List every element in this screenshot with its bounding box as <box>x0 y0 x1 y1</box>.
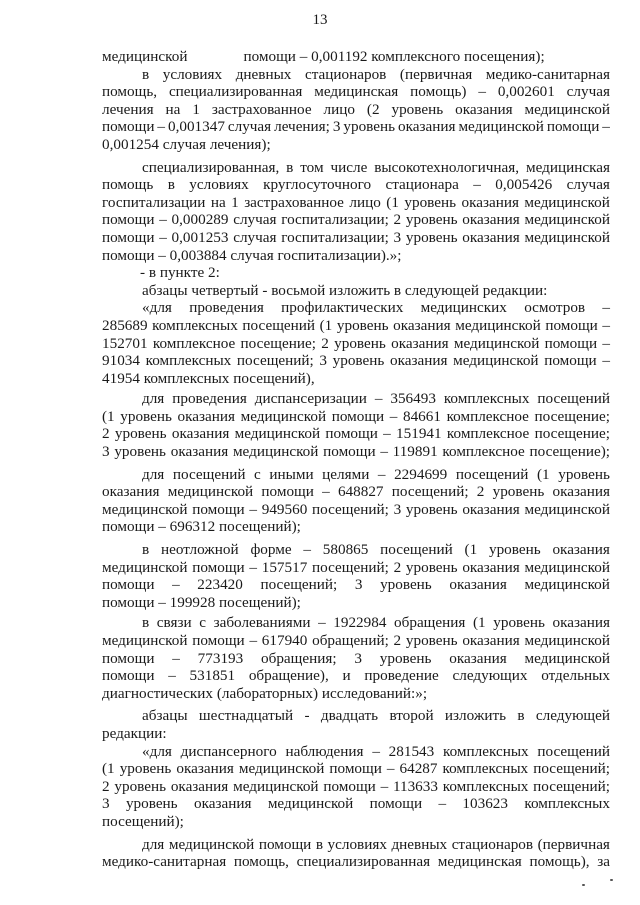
line-text: - в пункте 2: <box>140 264 220 282</box>
line-text: редакции: <box>102 724 167 742</box>
text-line: 91034 комплексных посещений; 3 уровень оказания медицинской помощи – <box>102 352 610 370</box>
line-text: медицинской помощи – 0,001192 комплексного посещения); <box>102 48 545 65</box>
line-text: помощи – 0,003884 случая госпитализации).»; <box>102 246 402 264</box>
text-line: лечения на 1 застрахованное лицо (2 уровень оказания медицинской <box>102 100 610 118</box>
text-line: помощь, специализированная медицинская помощь) – 0,002601 случая <box>102 83 610 101</box>
text-line: для медицинской помощи в условиях дневных стационаров (первичная <box>142 835 610 853</box>
text-line: помощи – 0,001253 случая госпитализации; 3 уровень оказания медицинской <box>102 228 610 246</box>
line-text: помощи – 696312 посещений); <box>102 518 301 536</box>
page-number: 13 <box>312 12 328 28</box>
text-line: помощи – 773193 обращения; 3 уровень оказания медицинской <box>102 649 610 667</box>
text-line <box>102 264 610 282</box>
text-line <box>102 594 610 612</box>
text-line: 2 уровень оказания медицинской помощи – 151941 комплексное посещение; <box>102 425 610 443</box>
text-line <box>102 685 610 703</box>
line-text: помощи – 199928 посещений); <box>102 593 301 611</box>
text-line: абзацы шестнадцатый - двадцать второй изложить в следующей <box>142 707 610 725</box>
line-text: диагностических (лабораторных) исследований:»; <box>102 684 428 702</box>
text-line: в условиях дневных стационаров (первичная медико-санитарная <box>142 65 610 83</box>
text-line: для посещений с иными целями – 2294699 посещений (1 уровень <box>142 465 610 483</box>
text-line: медицинской помощи – 617940 обращений; 2 уровень оказания медицинской <box>102 632 610 649</box>
document-body <box>102 48 610 871</box>
text-line: (1 уровень оказания медицинской помощи – 84661 комплексное посещение; <box>102 407 610 425</box>
text-line: госпитализации на 1 застрахованное лицо (1 уровень оказания медицинской <box>102 193 610 211</box>
line-text: посещений); <box>102 812 184 830</box>
text-line: «для проведения профилактических медицинских осмотров – <box>142 299 610 317</box>
scan-speck <box>582 884 585 886</box>
text-line: 2 уровень оказания медицинской помощи – 113633 комплексных посещений; <box>102 777 610 795</box>
line-text: 0,001254 случая лечения); <box>102 135 271 153</box>
text-line: помощи – 531851 обращение), и проведение следующих отдельных <box>102 667 610 685</box>
text-line: в неотложной форме – 580865 посещений (1 уровень оказания <box>142 541 610 559</box>
text-line <box>102 518 610 536</box>
text-line <box>102 247 610 265</box>
scan-speck <box>610 879 613 881</box>
text-line <box>102 136 610 154</box>
text-line: медицинской помощи – 949560 посещений; 3 уровень оказания медицинской <box>102 500 610 518</box>
text-line: 152701 комплексное посещение; 2 уровень оказания медицинской помощи – <box>102 334 610 352</box>
text-line <box>102 282 610 300</box>
text-line <box>102 813 610 831</box>
line-text: абзацы четвертый - восьмой изложить в следующей редакции: <box>142 281 548 299</box>
text-line: помощи – 0,000289 случая госпитализации; 2 уровень оказания медицинской <box>102 211 610 229</box>
text-line: (1 уровень оказания медицинской помощи – 64287 комплексных посещений; <box>102 760 610 778</box>
text-line: оказания медицинской помощи – 648827 посещений; 2 уровень оказания <box>102 483 610 501</box>
text-line <box>102 48 610 66</box>
text-line: помощи – 223420 посещений; 3 уровень оказания медицинской <box>102 576 610 594</box>
text-line: 3 уровень оказания медицинской помощи – 119891 комплексное посещение); <box>102 443 610 461</box>
text-line: 285689 комплексных посещений (1 уровень оказания медицинской помощи – <box>102 316 610 334</box>
text-line <box>102 370 610 388</box>
text-line: медико-санитарная помощь, специализированная медицинская помощь), за <box>102 853 610 871</box>
line-text: 41954 комплексных посещений), <box>102 369 315 387</box>
text-line: для проведения диспансеризации – 356493 комплексных посещений <box>142 390 610 408</box>
text-line: медицинской помощи – 157517 посещений; 2 уровень оказания медицинской <box>102 558 610 576</box>
text-line: в связи с заболеваниями – 1922984 обращения (1 уровень оказания <box>142 614 610 632</box>
text-line <box>102 725 610 743</box>
text-line: «для диспансерного наблюдения – 281543 комплексных посещений <box>142 742 610 760</box>
text-line: помощь в условиях круглосуточного стационара – 0,005426 случая <box>102 176 610 194</box>
text-line: специализированная, в том числе высокотехнологичная, медицинская <box>142 158 610 176</box>
text-line: 3 уровень оказания медицинской помощи – 103623 комплексных <box>102 795 610 813</box>
text-line: помощи – 0,001347 случая лечения; 3 уровень оказания медицинской помощи – <box>102 118 610 136</box>
